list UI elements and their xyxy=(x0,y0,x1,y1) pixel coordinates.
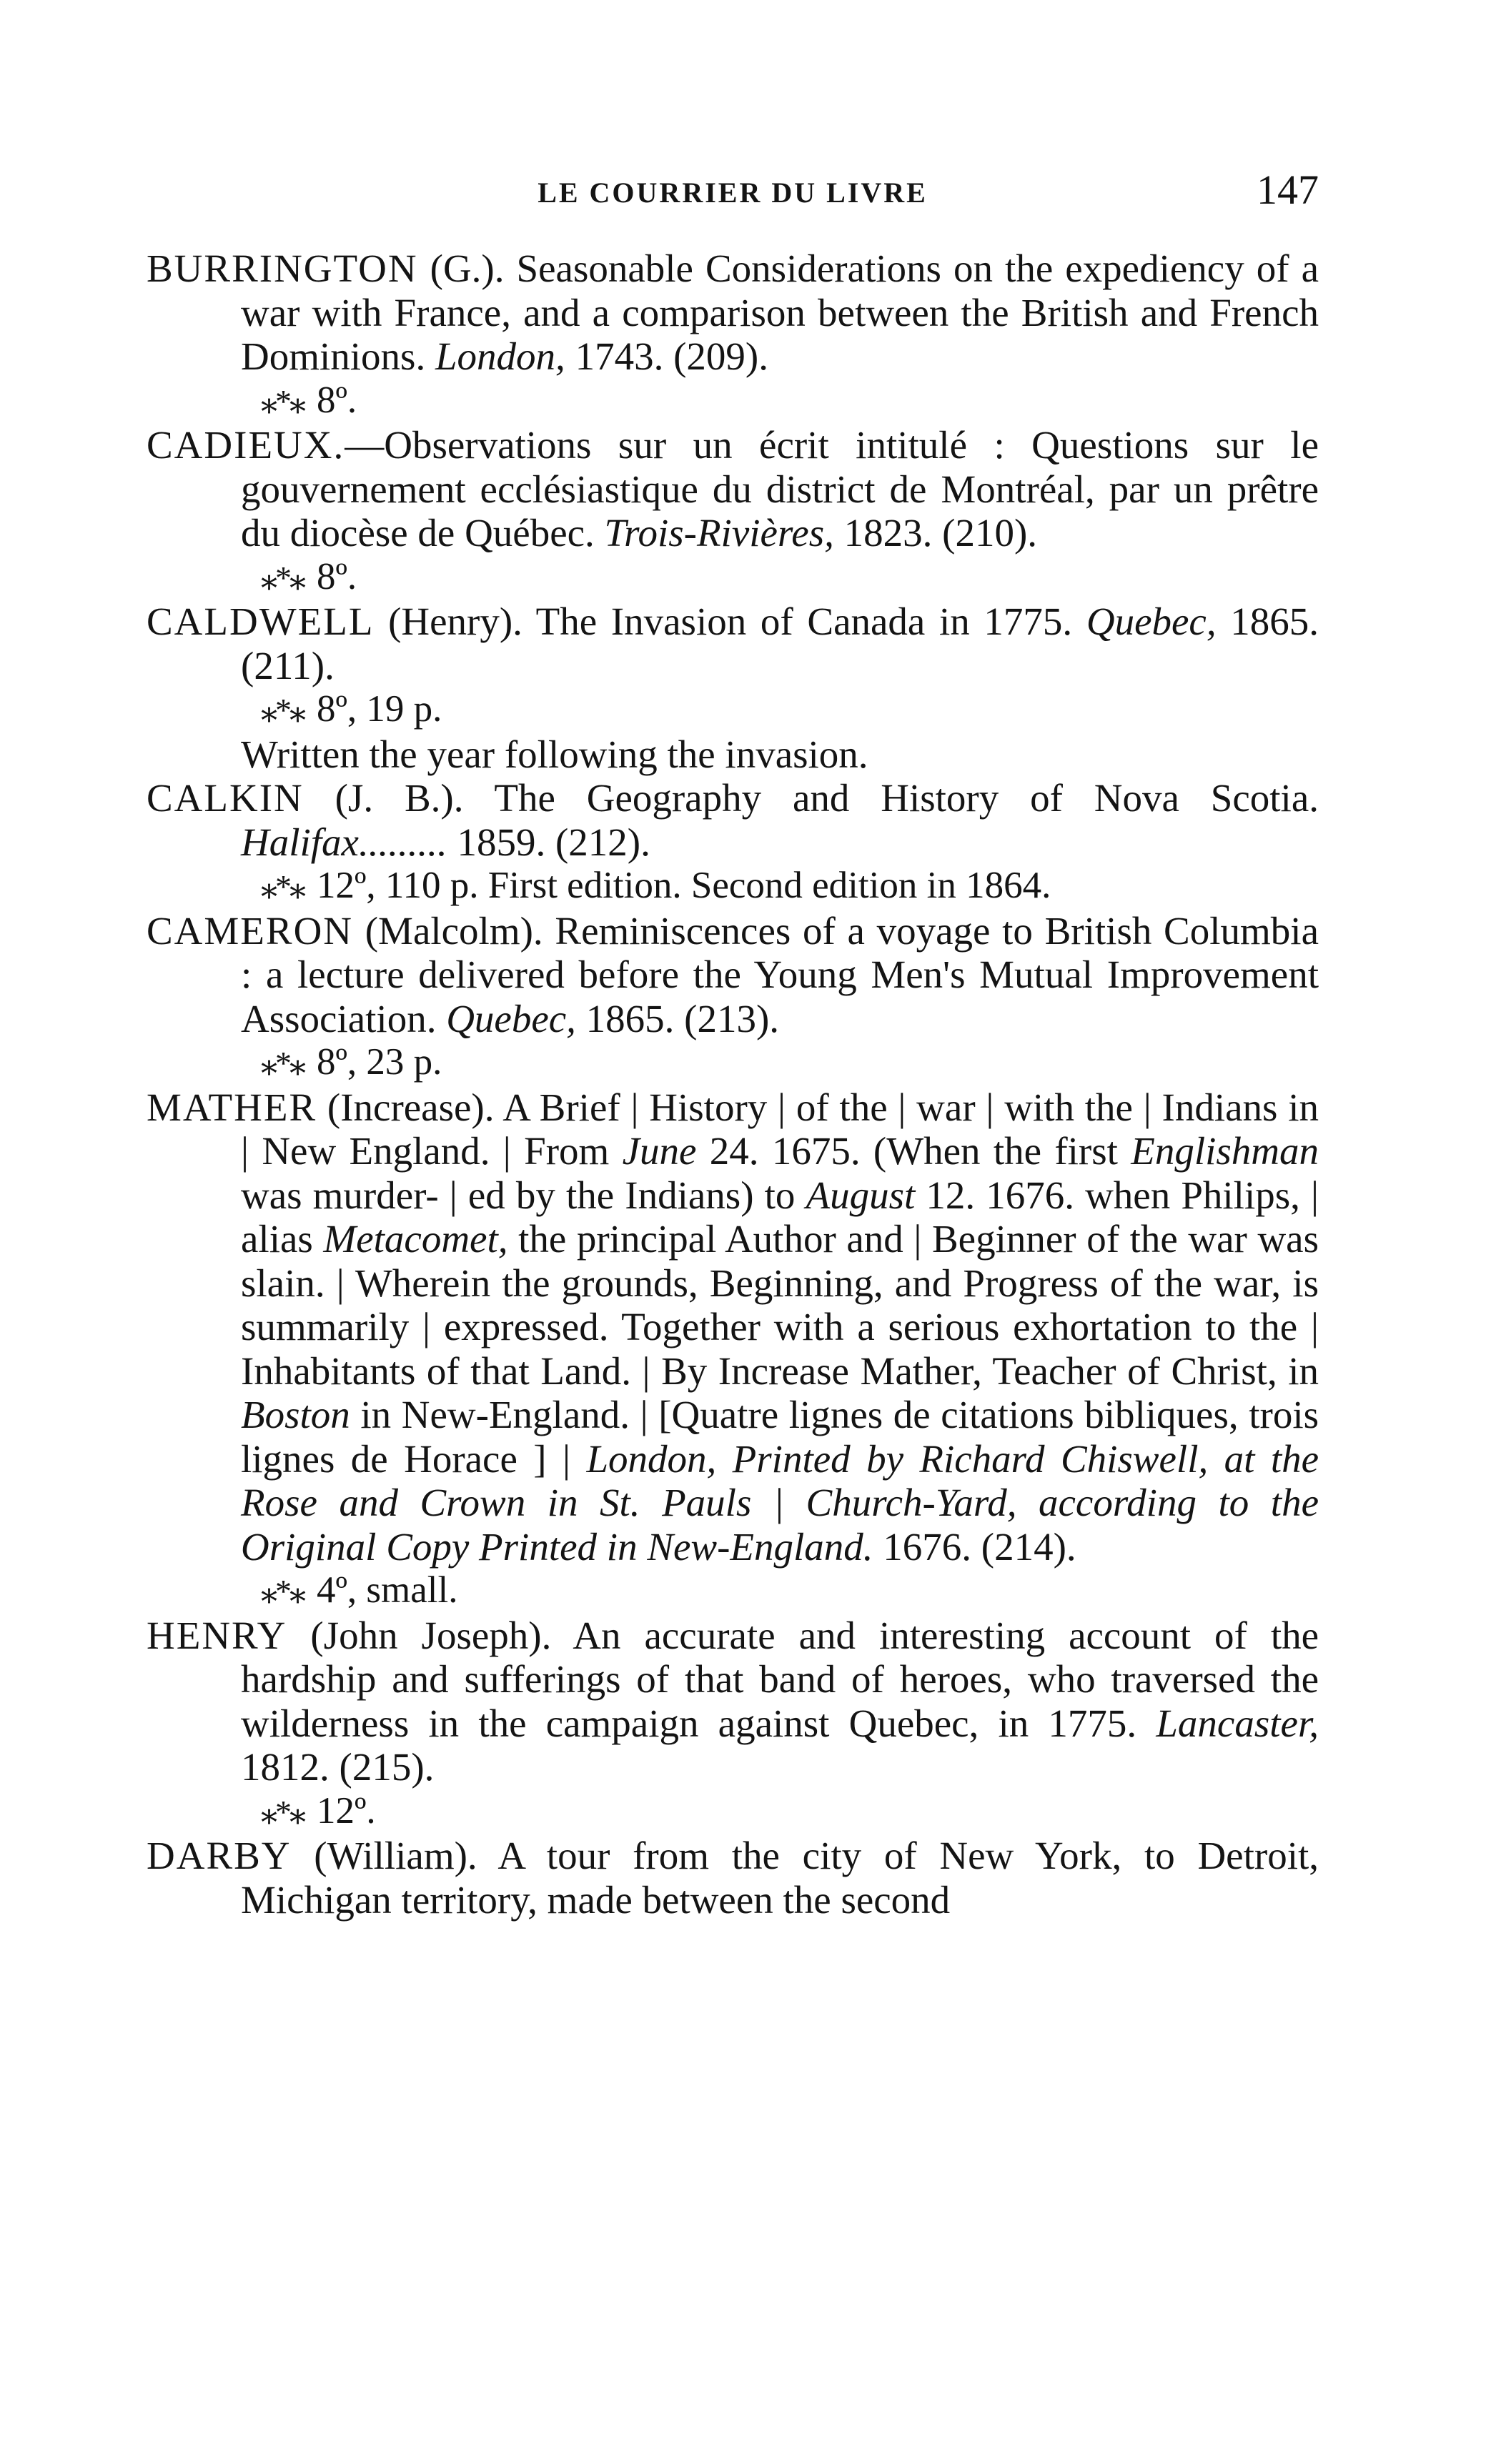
collation-text: 8º. xyxy=(317,555,357,597)
entry-imprint-place: Lancaster, xyxy=(1156,1701,1319,1745)
entry-author-forename: (G.). xyxy=(430,247,505,290)
entry-collation xyxy=(147,687,1319,732)
collation-text: 8º. xyxy=(317,379,357,421)
running-title: LE COURRIER DU LIVRE xyxy=(538,177,928,209)
entry-italic-word: Englishman xyxy=(1131,1129,1319,1173)
asterism-icon: ⁎*⁎ xyxy=(261,382,304,419)
entry-title: A Brief | History | of the | war | with the | Indians in | New England. | From xyxy=(241,1085,1319,1173)
entry-author-surname: CALKIN xyxy=(147,776,304,820)
entry-imprint: 1676. (214). xyxy=(883,1524,1076,1569)
bibliography-entries xyxy=(147,247,1319,1922)
entry-imprint-place: Trois-Rivières, xyxy=(604,511,834,555)
entry-author-forename: (William). xyxy=(314,1834,477,1877)
entry-collation xyxy=(147,379,1319,424)
entry-imprint-place: Quebec, xyxy=(446,996,576,1040)
entry-title-continued: the principal Author and | Beginner of the war was slain. | Wherein the grounds, Beginning, and Progress of the war, is summarily | expressed. Together with a serious exhortation to the | Inhabitants of that Land. | By Increase Mather, Teacher of Christ, in xyxy=(241,1217,1319,1393)
asterism-icon: ⁎*⁎ xyxy=(261,1573,304,1609)
entry-imprint-place: London, xyxy=(435,334,565,378)
entry-title: A tour from the city of New York, to Detroit, Michigan territory, made between the second xyxy=(241,1834,1319,1922)
entry-author-forename: (Increase). xyxy=(327,1085,495,1129)
entry-collation xyxy=(147,1040,1319,1086)
entry-imprint-place: Quebec, xyxy=(1086,600,1217,643)
bibliography-entry xyxy=(147,247,1319,379)
entry-imprint: 1859. (212). xyxy=(457,820,650,864)
entry-title-continued: was murder- | ed by the Indians) to xyxy=(241,1173,796,1217)
entry-imprint: 1865. (211). xyxy=(241,600,1319,687)
bibliography-entry xyxy=(147,776,1319,864)
entry-title: The Invasion of Canada in 1775. xyxy=(535,600,1073,643)
page-number: 147 xyxy=(1257,167,1319,213)
entry-italic-date: August xyxy=(806,1173,916,1217)
entry-imprint: 1823. (210). xyxy=(843,511,1038,555)
entry-author-forename: (J. B.). xyxy=(335,776,464,820)
collation-text: 8º, 23 p. xyxy=(317,1041,442,1083)
collation-text: 12º, 110 p. First edition. Second edition in 1864. xyxy=(317,865,1051,906)
entry-author-forename: (Henry). xyxy=(388,600,522,643)
entry-author-forename: (Malcolm). xyxy=(365,908,543,953)
entry-imprint-place: London, Printed by Richard Chiswell, at the Rose and Crown in St. Pauls | Church-Yard, according to the Original Copy Printed in New-England. xyxy=(241,1436,1319,1569)
bibliography-entry xyxy=(147,1086,1319,1569)
entry-author-surname: MATHER xyxy=(147,1085,317,1129)
entry-imprint: 1812. (215). xyxy=(241,1745,435,1789)
entry-title: Seasonable Considerations on the expediency of a war with France, and a comparison between the British and French Dominions. xyxy=(241,247,1319,378)
bibliography-entry xyxy=(147,1614,1319,1789)
asterism-icon: ⁎*⁎ xyxy=(261,559,304,596)
asterism-icon: ⁎*⁎ xyxy=(261,692,304,728)
bibliography-entry xyxy=(147,909,1319,1041)
collation-text: 4º, small. xyxy=(317,1569,458,1611)
entry-note: Written the year following the invasion. xyxy=(241,732,868,776)
entry-title-continued: 24. 1675. (When the first xyxy=(709,1129,1118,1173)
entry-title: An accurate and interesting account of the hardship and sufferings of that band of heroes, who traversed the wilderness in the campaign against Quebec, in 1775. xyxy=(241,1613,1319,1745)
running-head xyxy=(147,166,1319,216)
asterism-icon: ⁎*⁎ xyxy=(261,1793,304,1830)
collation-text: 12º. xyxy=(317,1789,376,1832)
entry-collation xyxy=(147,1569,1319,1614)
entry-imprint-place: Halifax......... xyxy=(241,820,447,864)
entry-author-surname: CAMERON xyxy=(147,908,354,953)
asterism-icon: ⁎*⁎ xyxy=(261,868,304,905)
entry-author-surname: CADIEUX. xyxy=(147,423,345,467)
entry-italic-name: Metacomet, xyxy=(323,1217,508,1261)
entry-imprint: 1865. (213). xyxy=(585,996,780,1040)
entry-title-continued: 12. 1676. when Philips, | alias xyxy=(241,1173,1319,1261)
entry-author-surname: CALDWELL xyxy=(147,600,375,643)
entry-collation xyxy=(147,1789,1319,1834)
entry-author-surname: HENRY xyxy=(147,1613,287,1657)
entry-italic-date: June xyxy=(622,1129,697,1173)
entry-collation xyxy=(147,864,1319,909)
entry-author-surname: BURRINGTON xyxy=(147,247,418,290)
entry-title: —Observations sur un écrit intitulé : Questions sur le gouvernement ecclésiastique du district de Montréal, par un prêtre du diocèse de Québec. xyxy=(241,423,1319,555)
bibliography-entry xyxy=(147,600,1319,687)
entry-title: Reminiscences of a voyage to British Columbia : a lecture delivered before the Young Men's Mutual Improvement Association. xyxy=(241,908,1319,1040)
bibliography-entry xyxy=(147,423,1319,555)
entry-author-forename: (John Joseph). xyxy=(310,1613,552,1657)
entry-title-continued: in New-England. | [Quatre lignes de citations bibliques, trois lignes de Horace ] | xyxy=(241,1393,1319,1481)
collation-text: 8º, 19 p. xyxy=(317,688,442,730)
bibliography-entry xyxy=(147,1834,1319,1922)
asterism-icon: ⁎*⁎ xyxy=(261,1045,304,1081)
entry-italic-place: Boston xyxy=(241,1393,350,1436)
entry-title: The Geography and History of Nova Scotia. xyxy=(494,776,1319,820)
entry-collation xyxy=(147,555,1319,600)
entry-imprint: 1743. (209). xyxy=(575,334,768,378)
entry-author-surname: DARBY xyxy=(147,1834,292,1877)
